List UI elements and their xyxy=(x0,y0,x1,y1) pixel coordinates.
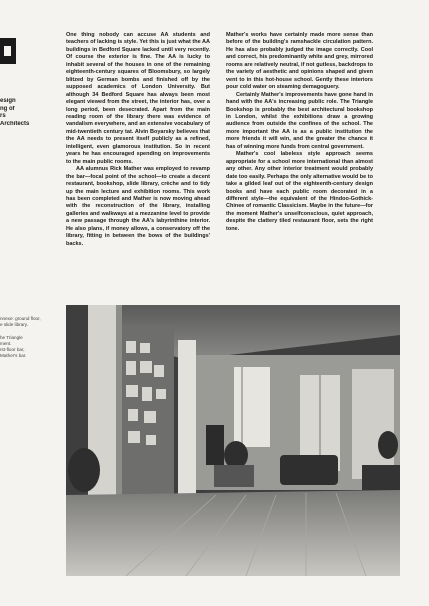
caption-line: Mather's bar. xyxy=(0,353,27,359)
interior-photo-illustration xyxy=(66,305,400,576)
article-column-2 xyxy=(226,32,373,233)
caption-line: rst-floor bar, xyxy=(0,347,25,353)
article-paragraph: One thing nobody can accuse AA students and teachers of lacking is style. Yet this is just what the AA buildings in Bedford Square lacked until very recently. Of course the exterior is fine. The AA is lucky to inhabit several of the houses in one of the remaining eighteenth-century squares of Bloomsbury, so largely blitzed by German bombs and finished off by the supposed academics of London University. But although 34 Bedford Square has always been most elegant viewed from the street, the interior has, over a long period, been desecrated. Apart from the main reading room of the library there was evidence of vandalism everywhere, and an extensive vocabulary of mid-twentieth century tat. Alvin Boyarsky believes that the AA needs to present itself publicly as a refined, intelligent, even glamorous institution. So in recent years he has encouraged spending on improvements to the main public rooms. xyxy=(66,32,210,165)
article-paragraph: Certainly Mather's improvements have gone hand in hand with the AA's increasing public role. The Triangle Bookshop is probably the best architectural bookshop in London, whilst the exhibitions draw a growing audience from outside the confines of the school. The more important the AA is as a public institution the more friends it will win, and the greater the chance it has of winning more funds from central government. xyxy=(226,91,373,150)
sidebar-heading xyxy=(0,98,44,128)
magazine-logo xyxy=(0,38,16,64)
caption-line: ment. xyxy=(0,340,12,346)
article-paragraph: Mather's cool labeless style approach seems appropriate for a school more international than almost any other. Any other interior treatment would probably date too easily. Perhaps the only alternative would be to take a gilded leaf out of the eighteenth-century design books and have each public room decorated in a different style—the equivalent of the Hindoo-Gothick-Chinee of romantic Classicism. Maybe in the future—for the moment Mather's unselfconscious, quiet approach, despite the clattery tiled restaurant floor, sets the right tone. xyxy=(226,151,373,232)
caption-line: he Triangle xyxy=(0,334,23,340)
interior-photo xyxy=(66,305,400,576)
sidebar-heading-line: Architects xyxy=(0,120,30,127)
sidebar-heading-line: rs xyxy=(0,113,6,119)
caption-line: e slide library. xyxy=(0,322,28,328)
article-paragraph: Mather's works have certainly made more sense than before of the building's ramshackle circulation pattern. He has also probably judged the image correctly. Cool and correct, his predominantly white and grey, mirrored rooms are relatively neutral, if not gutless, backdrops to the variety of aesthetic and opinions shaped and given vent to in this hot-house school. Gently these interiors pour cold water on steaming demagoguery. xyxy=(226,32,373,91)
article-column-1 xyxy=(66,32,210,248)
sidebar-heading-line: ng of xyxy=(0,105,15,112)
photo-caption xyxy=(0,316,62,359)
caption-line: nnexe: ground floor, xyxy=(0,316,41,321)
article-paragraph: AA alumnus Rick Mather was employed to revamp the bar—focal point of the school—to create a decent restaurant, bookshop, slide library, crèche and to tidy up the main lecture and exhibition rooms. This work has been completed and Mather is now moving ahead with the reconstruction of the library, installing galleries and walkways at a mezzanine level to provide a new passage through the AA's labyrinthine interior. He also plans, if money allows, a conservatory off the library, fitting in between the bows of the buildings' backs. xyxy=(66,166,210,247)
sidebar-heading-line: esign xyxy=(0,98,16,104)
